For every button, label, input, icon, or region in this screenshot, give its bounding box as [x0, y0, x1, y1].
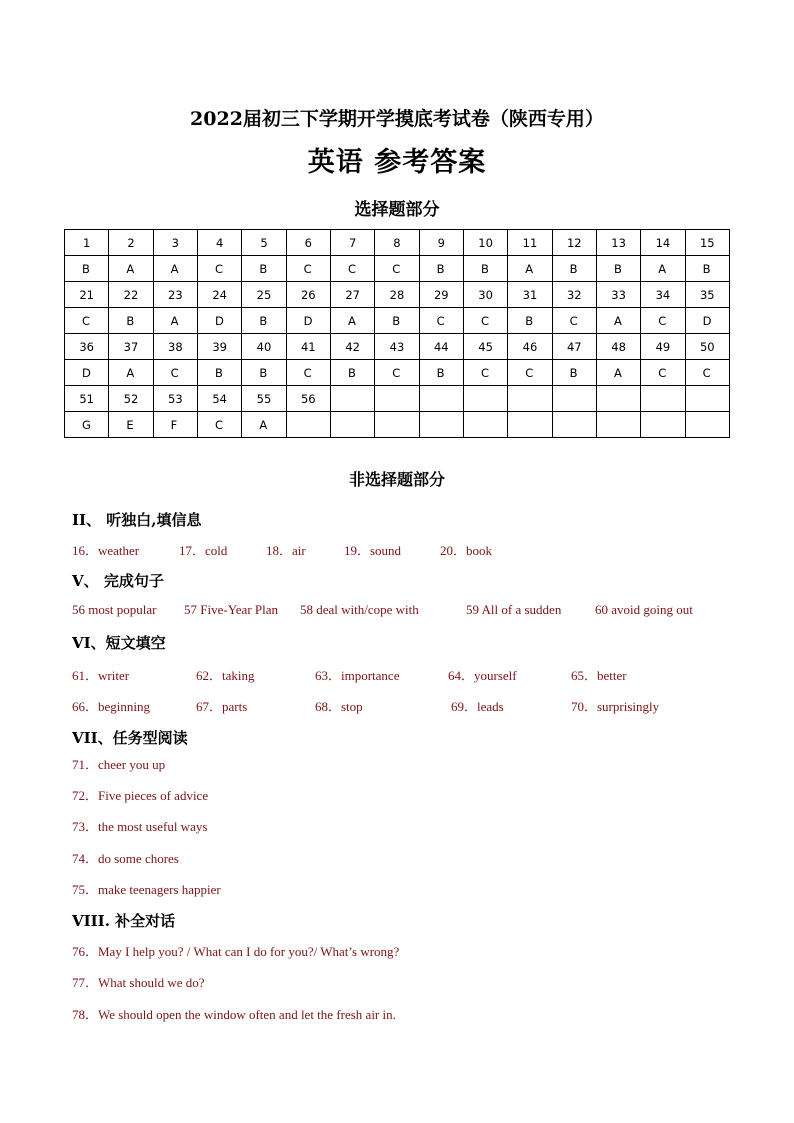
exam-title: 2022届初三下学期开学摸底考试卷（陕西专用）: [190, 108, 604, 130]
answer-item: 68．stop: [315, 699, 363, 714]
answer-cell: C: [552, 308, 596, 334]
answer-item: 76．May I help you? / What can I do for you?/ What’s wrong?: [72, 944, 400, 959]
answer-cell: B: [65, 256, 109, 282]
question-number-row: [65, 334, 730, 360]
question-number-cell: 55: [242, 386, 286, 412]
question-number-cell: 12: [552, 230, 596, 256]
question-number-cell: 36: [65, 334, 109, 360]
answer-item: 72．Five pieces of advice: [72, 788, 209, 803]
answer-item: 67．parts: [196, 699, 248, 714]
answer-item: 16．weather: [72, 543, 140, 558]
answer-cell: B: [242, 308, 286, 334]
question-number-cell: 35: [685, 282, 729, 308]
answer-cell: [286, 412, 330, 438]
answer-cell: C: [463, 360, 507, 386]
question-number-cell: 34: [641, 282, 685, 308]
question-number-cell: [463, 386, 507, 412]
question-number-cell: 53: [153, 386, 197, 412]
answer-cell: A: [109, 256, 153, 282]
question-number-cell: 30: [463, 282, 507, 308]
answer-cell: [552, 412, 596, 438]
question-number-cell: 48: [596, 334, 640, 360]
answer-cell: B: [419, 360, 463, 386]
answer-cell: A: [508, 256, 552, 282]
answer-cell: D: [197, 308, 241, 334]
question-number-cell: [641, 386, 685, 412]
answer-cell: B: [463, 256, 507, 282]
answer-item: 56 most popular: [72, 602, 157, 617]
answer-row: [65, 412, 730, 438]
answer-cell: C: [641, 308, 685, 334]
question-number-cell: 28: [375, 282, 419, 308]
question-number-cell: 24: [197, 282, 241, 308]
question-number-cell: [685, 386, 729, 412]
answer-item: 66．beginning: [72, 699, 150, 714]
question-number-cell: 39: [197, 334, 241, 360]
question-number-cell: 1: [65, 230, 109, 256]
question-number-cell: 13: [596, 230, 640, 256]
answer-item: 17．cold: [179, 543, 228, 558]
answer-cell: C: [153, 360, 197, 386]
answer-cell: A: [641, 256, 685, 282]
choice-section-heading: 选择题部分: [354, 200, 440, 220]
question-number-cell: 23: [153, 282, 197, 308]
question-number-cell: 33: [596, 282, 640, 308]
answer-cell: C: [375, 256, 419, 282]
answer-item: 75．make teenagers happier: [72, 882, 221, 897]
answer-cell: C: [463, 308, 507, 334]
question-number-cell: 5: [242, 230, 286, 256]
section-heading: VII、任务型阅读: [72, 729, 188, 747]
answer-cell: [508, 412, 552, 438]
answer-cell: E: [109, 412, 153, 438]
question-number-cell: 27: [330, 282, 374, 308]
answer-cell: D: [286, 308, 330, 334]
question-number-cell: [419, 386, 463, 412]
answer-item: 78．We should open the window often and let the fresh air in.: [72, 1007, 396, 1022]
question-number-cell: 51: [65, 386, 109, 412]
question-number-cell: 21: [65, 282, 109, 308]
answer-cell: B: [596, 256, 640, 282]
question-number-cell: 38: [153, 334, 197, 360]
question-number-cell: 2: [109, 230, 153, 256]
answer-cell: A: [109, 360, 153, 386]
answer-key-subtitle: 英语 参考答案: [307, 147, 487, 178]
answer-cell: C: [286, 256, 330, 282]
section-heading: V、 完成句子: [72, 572, 164, 590]
question-number-cell: [552, 386, 596, 412]
answer-cell: A: [153, 256, 197, 282]
question-number-cell: 40: [242, 334, 286, 360]
question-number-cell: [596, 386, 640, 412]
question-number-cell: 10: [463, 230, 507, 256]
question-number-cell: 6: [286, 230, 330, 256]
question-number-cell: 45: [463, 334, 507, 360]
answer-cell: [685, 412, 729, 438]
answer-item: 62．taking: [196, 668, 255, 683]
question-number-cell: 8: [375, 230, 419, 256]
question-number-row: [65, 386, 730, 412]
answer-cell: B: [197, 360, 241, 386]
answer-cell: A: [242, 412, 286, 438]
answer-cell: C: [641, 360, 685, 386]
answer-row: [65, 256, 730, 282]
question-number-cell: 49: [641, 334, 685, 360]
answer-cell: D: [65, 360, 109, 386]
question-number-cell: [375, 386, 419, 412]
question-number-cell: 9: [419, 230, 463, 256]
answer-cell: C: [508, 360, 552, 386]
question-number-cell: 54: [197, 386, 241, 412]
answer-item: 70．surprisingly: [571, 699, 660, 714]
answer-cell: D: [685, 308, 729, 334]
question-number-cell: 14: [641, 230, 685, 256]
answer-cell: C: [286, 360, 330, 386]
answer-item: 69．leads: [451, 699, 504, 714]
answer-item: 20．book: [440, 543, 493, 558]
answer-cell: C: [65, 308, 109, 334]
answer-cell: B: [330, 360, 374, 386]
answer-cell: [330, 412, 374, 438]
question-number-cell: 56: [286, 386, 330, 412]
question-number-cell: 29: [419, 282, 463, 308]
answer-cell: B: [375, 308, 419, 334]
answer-cell: C: [197, 256, 241, 282]
answer-cell: C: [375, 360, 419, 386]
answer-cell: B: [552, 256, 596, 282]
answer-cell: [596, 412, 640, 438]
answer-item: 64．yourself: [448, 668, 517, 683]
question-number-cell: 26: [286, 282, 330, 308]
answer-item: 71．cheer you up: [72, 757, 166, 772]
question-number-cell: 52: [109, 386, 153, 412]
question-number-cell: 15: [685, 230, 729, 256]
answer-cell: C: [197, 412, 241, 438]
question-number-cell: [330, 386, 374, 412]
answer-item: 61．writer: [72, 668, 130, 683]
question-number-cell: 25: [242, 282, 286, 308]
question-number-cell: 4: [197, 230, 241, 256]
answer-item: 65．better: [571, 668, 627, 683]
question-number-row: [65, 282, 730, 308]
question-number-cell: 44: [419, 334, 463, 360]
answer-cell: B: [242, 360, 286, 386]
answer-cell: A: [596, 360, 640, 386]
answer-cell: B: [508, 308, 552, 334]
answer-cell: [463, 412, 507, 438]
question-number-cell: 42: [330, 334, 374, 360]
answer-item: 18．air: [266, 543, 306, 558]
question-number-cell: 32: [552, 282, 596, 308]
answer-item: 59 All of a sudden: [466, 602, 562, 617]
answer-item: 73．the most useful ways: [72, 819, 208, 834]
answer-item: 58 deal with/cope with: [300, 602, 419, 617]
choice-answer-table: [64, 229, 730, 438]
answer-cell: C: [419, 308, 463, 334]
question-number-cell: 50: [685, 334, 729, 360]
section-heading: VIII. 补全对话: [72, 912, 176, 930]
answer-cell: [641, 412, 685, 438]
question-number-cell: 7: [330, 230, 374, 256]
answer-cell: B: [685, 256, 729, 282]
section-heading: II、 听独白,填信息: [72, 511, 202, 529]
question-number-cell: 41: [286, 334, 330, 360]
answer-cell: C: [685, 360, 729, 386]
answer-row: [65, 360, 730, 386]
answer-cell: A: [153, 308, 197, 334]
question-number-cell: 11: [508, 230, 552, 256]
answer-item: 63．importance: [315, 668, 400, 683]
answer-item: 57 Five-Year Plan: [184, 602, 279, 617]
answer-cell: F: [153, 412, 197, 438]
answer-item: 74．do some chores: [72, 851, 179, 866]
question-number-cell: 37: [109, 334, 153, 360]
answer-cell: A: [596, 308, 640, 334]
answer-cell: B: [242, 256, 286, 282]
answer-item: 77．What should we do?: [72, 975, 205, 990]
answer-cell: B: [552, 360, 596, 386]
answer-cell: B: [109, 308, 153, 334]
question-number-cell: 43: [375, 334, 419, 360]
answer-row: [65, 308, 730, 334]
answer-item: 19．sound: [344, 543, 402, 558]
question-number-cell: 31: [508, 282, 552, 308]
question-number-cell: 46: [508, 334, 552, 360]
answer-cell: A: [330, 308, 374, 334]
answer-cell: C: [330, 256, 374, 282]
answer-cell: [375, 412, 419, 438]
answer-item: 60 avoid going out: [595, 602, 693, 617]
answer-cell: G: [65, 412, 109, 438]
nonchoice-section-heading: 非选择题部分: [348, 470, 445, 489]
question-number-cell: 22: [109, 282, 153, 308]
answer-cell: [419, 412, 463, 438]
answer-cell: B: [419, 256, 463, 282]
question-number-row: [65, 230, 730, 256]
section-heading: VI、短文填空: [72, 634, 166, 652]
question-number-cell: 3: [153, 230, 197, 256]
question-number-cell: [508, 386, 552, 412]
question-number-cell: 47: [552, 334, 596, 360]
